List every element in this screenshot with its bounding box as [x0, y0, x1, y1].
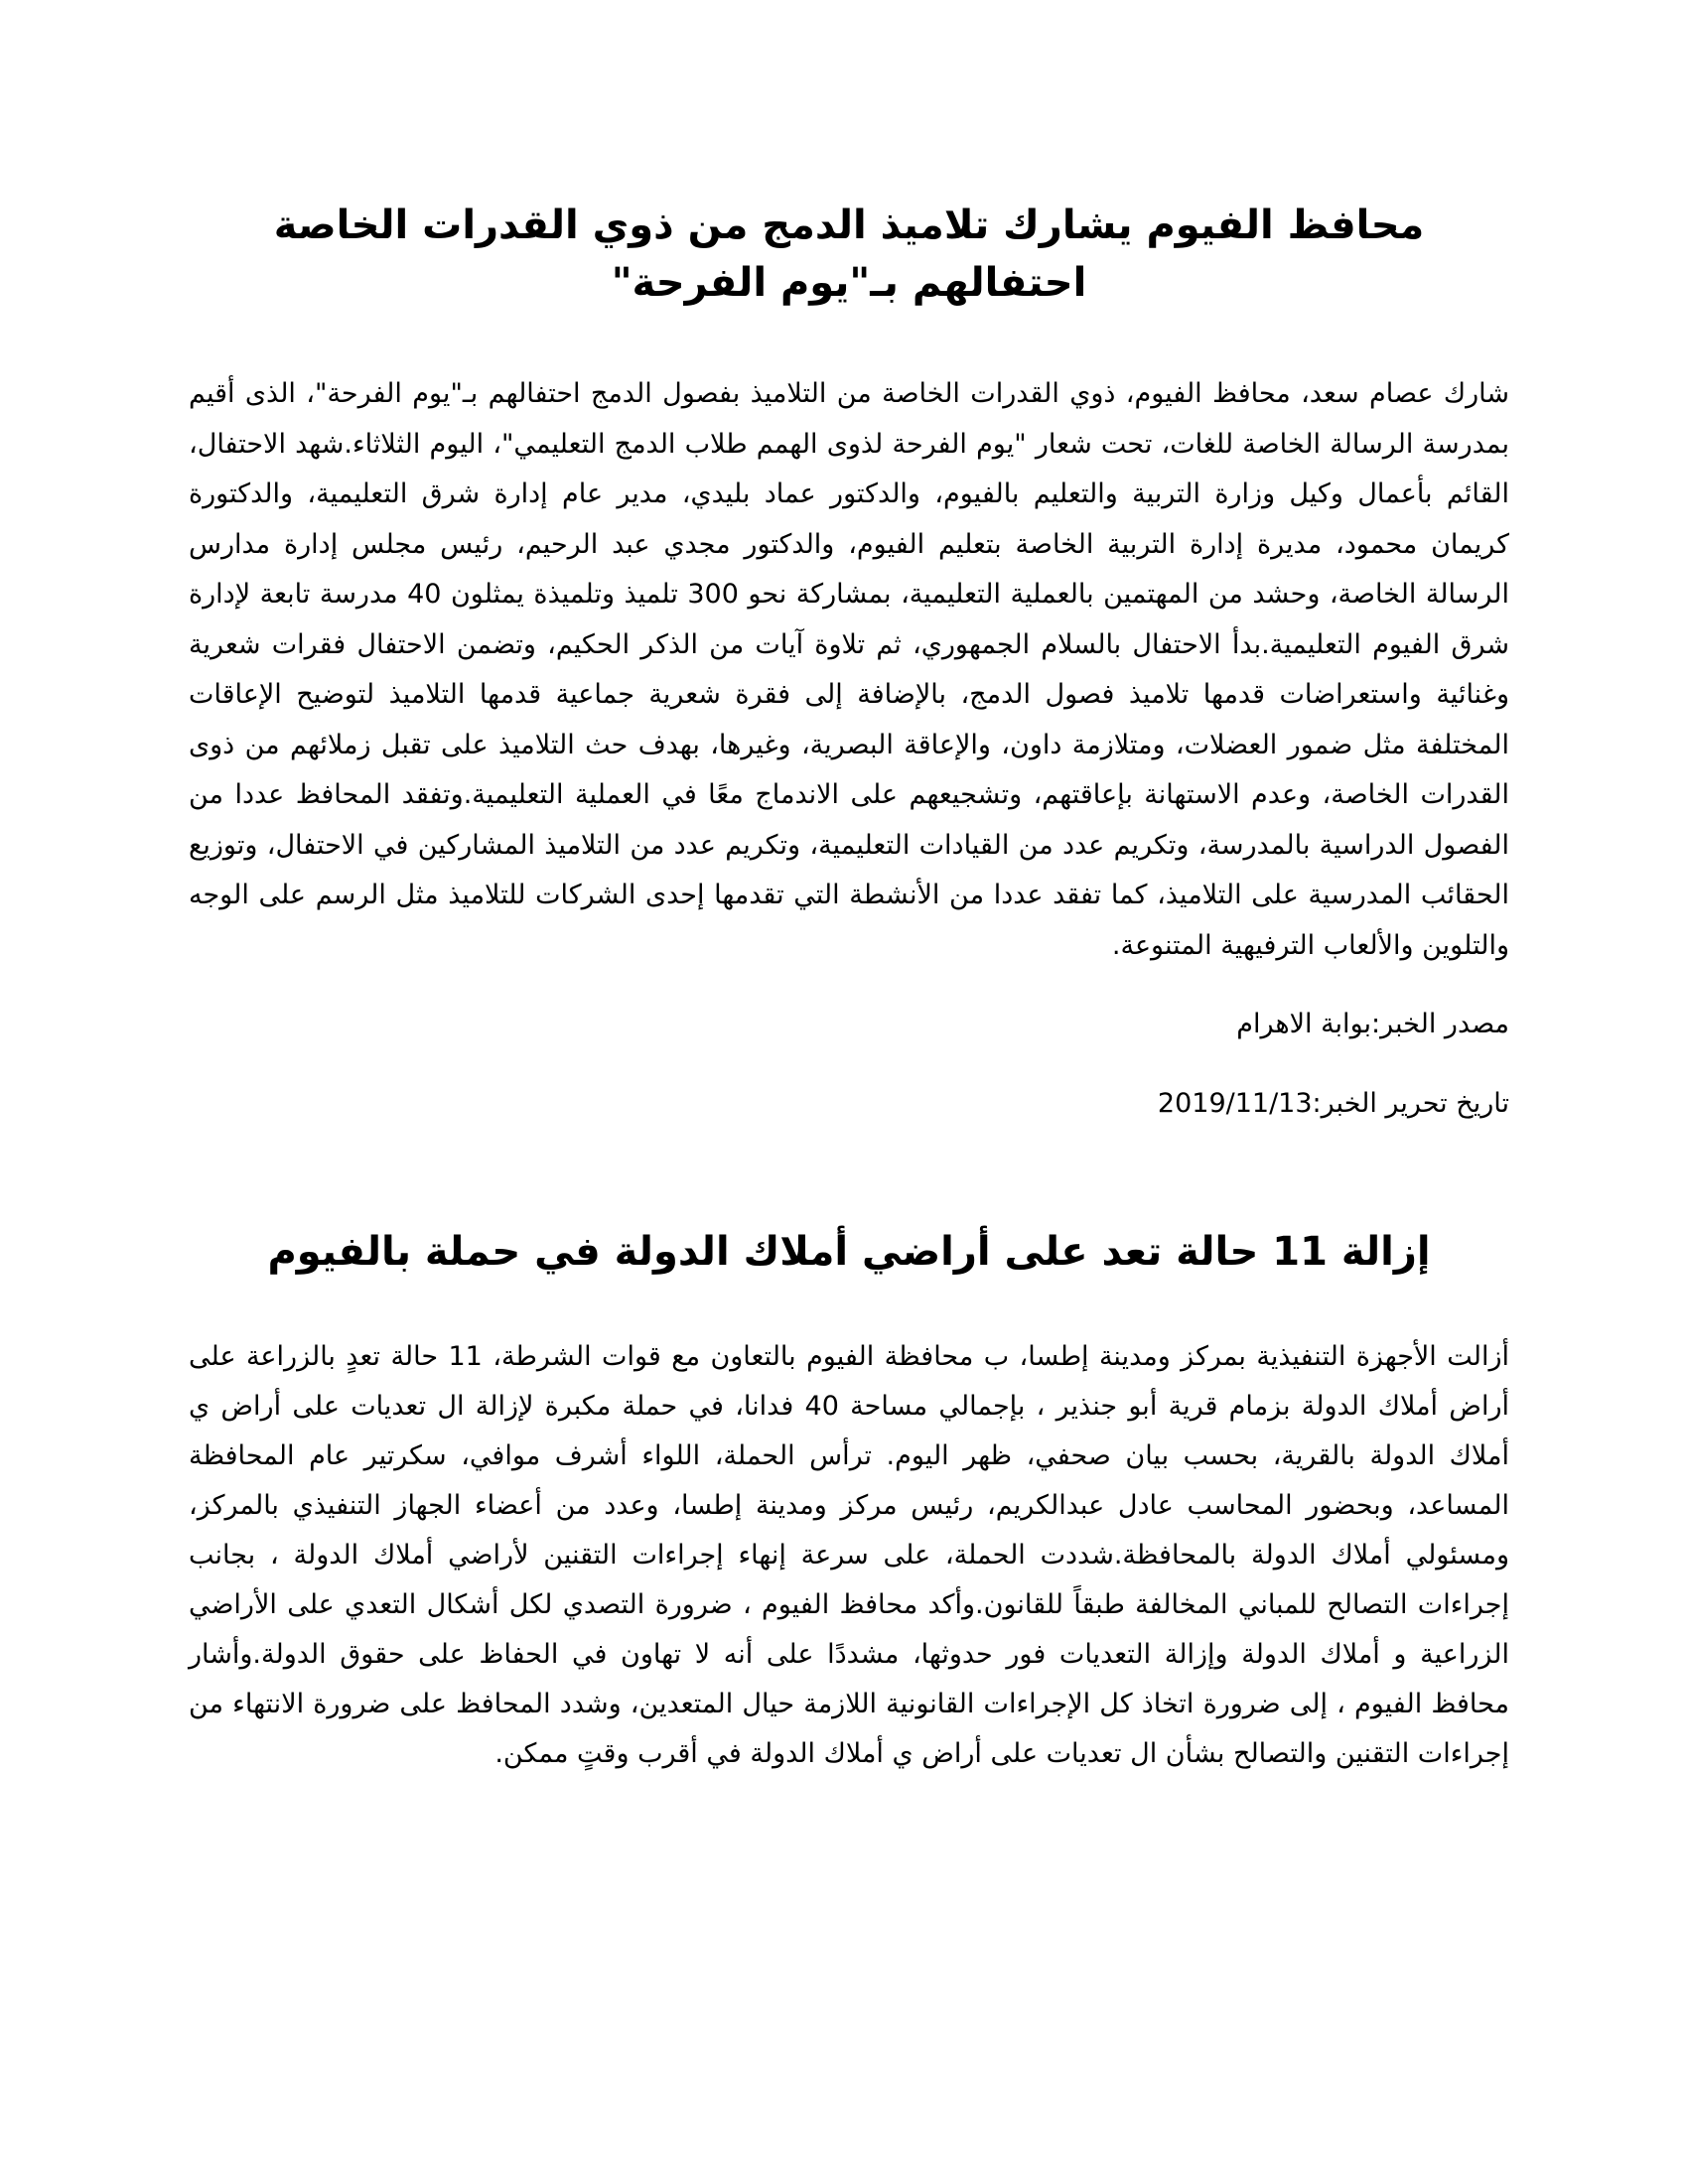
news-date-value: 2019/11/13: [1157, 1088, 1313, 1119]
news-source-label: مصدر الخبر:: [1371, 1009, 1509, 1039]
document-page: [189, 0, 1509, 2184]
article-governor-celebration: [189, 197, 1509, 1124]
article-title: إزالة 11 حالة تعد على أراضي أملاك الدولة في حملة بالفيوم: [267, 1229, 1431, 1275]
article-land-encroachment: [189, 1223, 1509, 1779]
news-source-value: بوابة الاهرام: [1236, 1009, 1372, 1039]
article-title: محافظ الفيوم يشارك تلاميذ الدمج من ذوي القدرات الخاصة احتفالهم بـ"يوم الفرحة": [273, 203, 1425, 306]
news-source-line: [189, 1005, 1509, 1044]
article-body: شارك عصام سعد، محافظ الفيوم، ذوي القدرات الخاصة من التلاميذ بفصول الدمج احتفالهم بـ"يوم الفرحة"، الذى أقيم بمدرسة الرسالة الخاصة للغات، تحت شعار "يوم الفرحة لذوى الهمم طلاب الدمج التعليمي"، اليوم الثلاثاء.شهد الاحتفال، القائم بأعمال وكيل وزارة التربية والتعليم بالفيوم، والدكتور عماد بليدي، مدير عام إدارة شرق التعليمية، والدكتورة كريمان محمود، مديرة إدارة التربية الخاصة بتعليم الفيوم، والدكتور مجدي عبد الرحيم، رئيس مجلس إدارة مدارس الرسالة الخاصة، وحشد من المهتمين بالعملية التعليمية، بمشاركة نحو 300 تلميذ وتلميذة يمثلون 40 مدرسة تابعة لإدارة شرق الفيوم التعليمية.بدأ الاحتفال بالسلام الجمهوري، ثم تلاوة آيات من الذكر الحكيم، وتضمن الاحتفال فقرات شعرية وغنائية واستعراضات قدمها تلاميذ فصول الدمج، بالإضافة إلى فقرة شعرية جماعية قدمها التلاميذ لتوضيح الإعاقات المختلفة مثل ضمور العضلات، ومتلازمة داون، والإعاقة البصرية، وغيرها، بهدف حث التلاميذ على تقبل زملائهم من ذوى القدرات الخاصة، وعدم الاستهانة بإعاقتهم، وتشجيعهم على الاندماج معًا في العملية التعليمية.وتفقد المحافظ عددا من الفصول الدراسية بالمدرسة، وتكريم عدد من القيادات التعليمية، وتكريم عدد من التلاميذ المشاركين في الاحتفال، وتوزيع الحقائب المدرسية على التلاميذ، كما تفقد عددا من الأنشطة التي تقدمها إحدى الشركات للتلاميذ مثل الرسم على الوجه والتلوين والألعاب الترفيهية المتنوعة.: [189, 378, 1510, 961]
news-date-label: تاريخ تحرير الخبر:: [1312, 1088, 1509, 1119]
news-date-line: [189, 1084, 1509, 1124]
article-body: أزالت الأجهزة التنفيذية بمركز ومدينة إطسا، ب محافظة الفيوم بالتعاون مع قوات الشرطة، 11 حالة تعدٍ بالزراعة على أراض أملاك الدولة بزمام قرية أبو جنذير ، بإجمالي مساحة 40 فدانا، في حملة مكبرة لإزالة ال تعديات على أراض ي أملاك الدولة بالقرية، بحسب بيان صحفي، ظهر اليوم. ترأس الحملة، اللواء أشرف موافي، سكرتير عام المحافظة المساعد، وبحضور المحاسب عادل عبدالكريم، رئيس مركز ومدينة إطسا، وعدد من أعضاء الجهاز التنفيذي بالمركز، ومسئولي أملاك الدولة بالمحافظة.شددت الحملة، على سرعة إنهاء إجراءات التقنين لأراضي أملاك الدولة ، بجانب إجراءات التصالح للمباني المخالفة طبقاً للقانون.وأكد محافظ الفيوم ، ضرورة التصدي لكل أشكال التعدي على الأراضي الزراعية و أملاك الدولة وإزالة التعديات فور حدوثها، مشددًا على أنه لا تهاون في الحفاظ على حقوق الدولة.وأشار محافظ الفيوم ، إلى ضرورة اتخاذ كل الإجراءات القانونية اللازمة حيال المتعدين، وشدد المحافظ على ضرورة الانتهاء من إجراءات التقنين والتصالح بشأن ال تعديات على أراض ي أملاك الدولة في أقرب وقتٍ ممكن.: [189, 1341, 1509, 1769]
